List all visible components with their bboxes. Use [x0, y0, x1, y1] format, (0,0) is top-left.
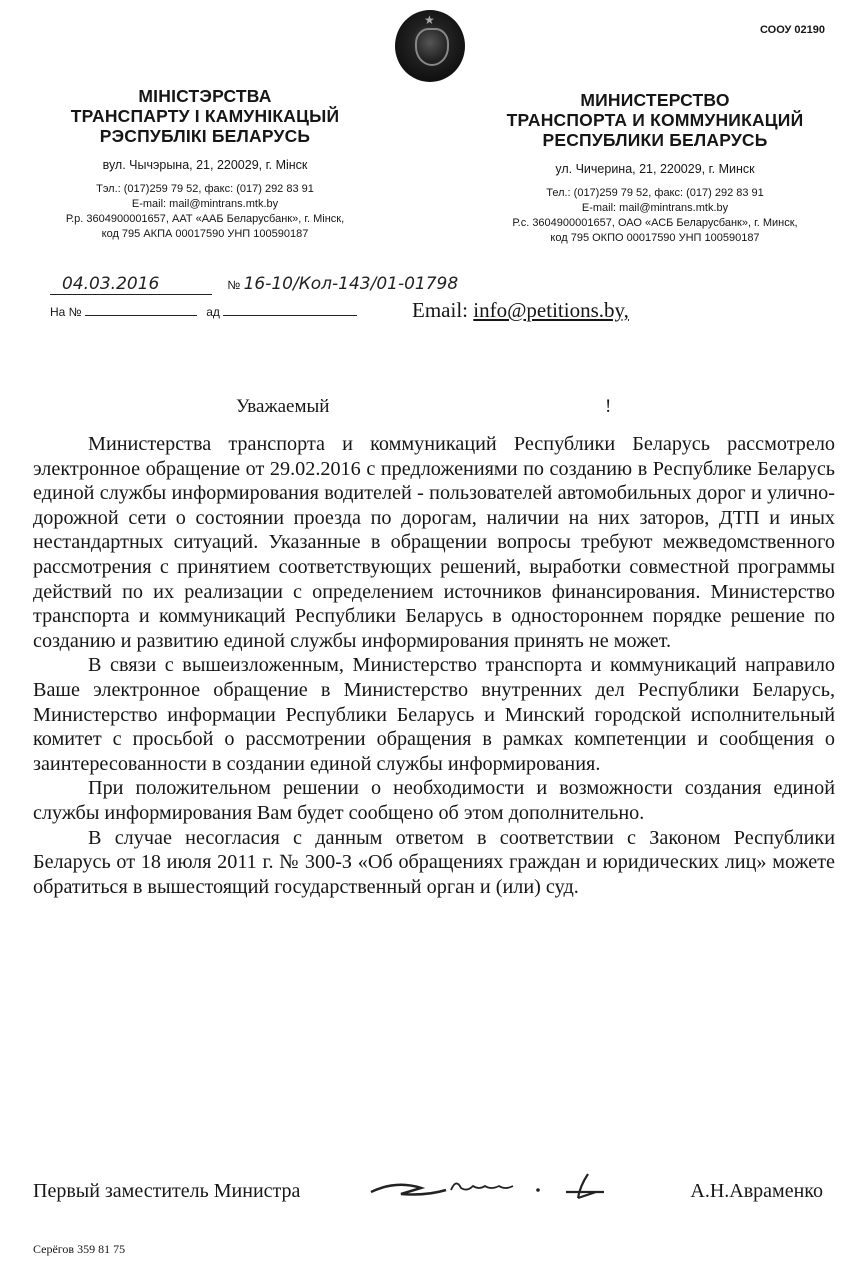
letter-date: 04.03.2016 — [50, 274, 212, 295]
registration-block — [50, 274, 458, 319]
paragraph: В случае несогласия с данным ответом в соответствии с Законом Республики Беларусь от 18 июля 2011 г. № 300-З «Об обращениях граждан и юридических лиц» можете обратиться в вышестоящий государственный орган и (или) суд. — [33, 826, 835, 898]
address: вул. Чычэрына, 21, 220029, г. Мінск — [102, 158, 308, 172]
reply-date-field — [223, 315, 357, 316]
bank-details: Р.р. 3604900001657, ААТ «ААБ Беларусбанк», г. Мінск, — [65, 213, 345, 225]
signer-name: А.Н.Авраменко — [690, 1180, 823, 1202]
greeting-end: ! — [605, 396, 612, 417]
phone: Тэл.: (017)259 79 52, факс: (017) 292 83 91 — [96, 183, 314, 195]
ministry-title-line: РЕСПУБЛИКИ БЕЛАРУСЬ — [542, 130, 768, 150]
reply-number-label: На № — [50, 305, 82, 319]
letterhead-belarusian — [20, 86, 390, 242]
reply-number-field — [85, 315, 197, 316]
ministry-title-line: МИНИСТЕРСТВО — [580, 90, 730, 110]
letterhead-russian — [460, 90, 847, 246]
document-code: СООУ 02190 — [760, 24, 825, 36]
bank-details: Р.с. 3604900001657, ОАО «АСБ Беларусбанк», г. Минск, — [512, 217, 798, 229]
email: E-mail: mail@mintrans.mtk.by — [131, 198, 279, 210]
coat-of-arms-emblem — [395, 10, 465, 82]
recipient-email — [412, 298, 629, 323]
email: E-mail: mail@mintrans.mtk.by — [581, 202, 729, 214]
number-label: № — [227, 278, 241, 292]
codes: код 795 ОКПО 00017590 УНП 100590187 — [550, 232, 760, 244]
phone: Тел.: (017)259 79 52, факс: (017) 292 83 91 — [546, 187, 764, 199]
letter-body — [33, 432, 835, 899]
paragraph: При положительном решении о необходимости и возможности создания единой службы информирования Вам будет сообщено об этом дополнительно. — [33, 777, 835, 824]
paragraph: В связи с вышеизложенным, Министерство транспорта и коммуникаций направило Ваше электронное обращение в Министерство внутренних дел Республики Беларусь, Министерство информации Республики Беларусь и Минский городской исполнительный комитет с просьбой о рассмотрении обращения в рамках компетенции и сообщения о заинтересованности в создании единой службы информирования. — [33, 654, 835, 775]
email-address[interactable]: info@petitions.by, — [473, 298, 629, 322]
letter-number: 16-10/Кол-143/01-01798 — [243, 274, 459, 294]
from-label: ад — [206, 305, 220, 319]
signer-position: Первый заместитель Министра — [33, 1180, 301, 1202]
ministry-title-line: РЭСПУБЛІКІ БЕЛАРУСЬ — [99, 126, 311, 146]
email-label: Email: — [412, 298, 468, 322]
ministry-title-line: ТРАНСПАРТУ І КАМУНІКАЦЫЙ — [70, 106, 340, 126]
ministry-title-line: ТРАНСПОРТА И КОММУНИКАЦИЙ — [506, 110, 804, 130]
handwritten-signature — [366, 1172, 656, 1202]
greeting: Уважаемый — [236, 396, 330, 417]
star-icon: ★ — [424, 13, 435, 27]
codes: код 795 АКПА 00017590 УНП 100590187 — [101, 228, 309, 240]
ministry-title-line: МІНІСТЭРСТВА — [138, 86, 272, 106]
paragraph: Министерства транспорта и коммуникаций Республики Беларусь рассмотрело электронное обращение от 29.02.2016 с предложениями по созданию в Республике Беларусь единой службы информирования водителей - пользователей автомобильных дорог и улично-дорожной сети о состоянии проезда по дорогам, наличии на них заторов, ДТП и иных нестандартных ситуаций. Указанные в обращении вопросы требуют межведомственного рассмотрения с принятием соответствующих решений, выработки совместной программы действий по их реализации с определением источников финансирования. Министерство транспорта и коммуникаций Республики Беларусь в одностороннем порядке решение по созданию и развитию единой службы информирования принять не может. — [33, 433, 835, 652]
address: ул. Чичерина, 21, 220029, г. Минск — [555, 162, 755, 176]
executor-contact: Серёгов 359 81 75 — [33, 1242, 126, 1256]
